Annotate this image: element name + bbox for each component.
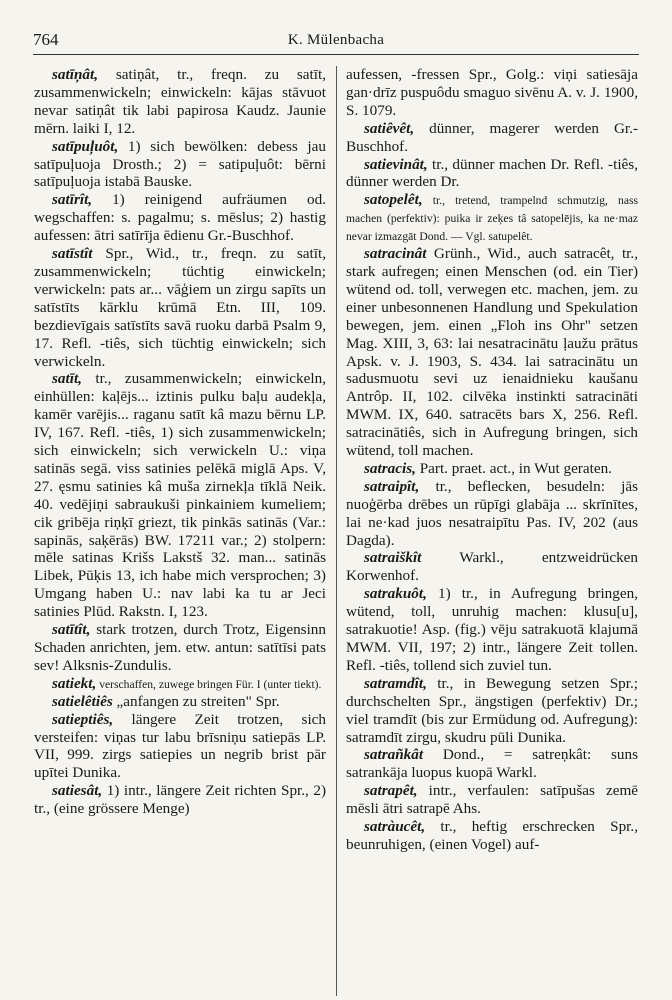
entry-definition: tr., in Bewegung setzen Spr.; durchschelten Spr., ängstigen (perfektiv) Dr.; viel tramdīt (bis zur Ermüdung od. Aufregung): satramdīt zirgu, skudru pūli Dunika. — [346, 674, 638, 746]
entry-headword: satiekt, — [52, 674, 97, 692]
entry-headword: satramdît, — [364, 674, 427, 692]
entry-definition: Part. praet. act., in Wut geraten. — [415, 459, 612, 477]
entry-definition: 1) tr., in Aufregung bringen, wütend, toll, unruhig machen: klusu[u], satrakuotie! Asp. (fig.) vēju satrakuotā klajumā MWM. VII, 197; 2) intr., längere Zeit tollen. Refl. -tiês, tollend sich zuviel tun. — [346, 585, 638, 674]
running-head: K. Mülenbacha — [287, 32, 385, 48]
entry-definition: tr., beflecken, besudeln: jās nuoģērba drēbes un rūpīgi glabāja ... skrīnītes, lai ne·kad juos nesatraipītu Pas. IV, 202 (aus Dagda). — [346, 477, 638, 549]
entry-definition: Spr., Wid., tr., freqn. zu satīt, zusammenwickeln; tüchtig einwickeln; verwickeln: pats ar... vāģiem un zirgu sapīts un satīstīts kārklu krūmā Etn. III, 109. bezdievīgais satīstīts savā ruoku darbā Psalm 9, 17. Refl. -tiês, sich tüchtig einwickeln; sich verwickeln. — [34, 245, 326, 370]
entry-definition: stark trotzen, durch Trotz, Eigensinn Schaden anrichten, jem. etw. antun: satītīsi pats sev! Alksnis-Zundulis. — [34, 621, 326, 674]
entry-headword: satielêtiês — [52, 692, 113, 710]
entry-headword: satīņât, — [52, 66, 99, 83]
entry-definition: tr., heftig erschrecken Spr., beunruhigen, (einen Vogel) auf- — [346, 818, 638, 853]
entry-definition: tr., zusammenwickeln; einwickeln, einhüllen: kaļējs... iztinis pulku baļu audekļa, kamēr varējis... raganu satīt kâ mazu bērnu LP. IV, 167. Refl. -tiês, 1) sich zusammenwickeln; sich einwickeln; sich verwickeln U.: viņa satinās segā. viss satinies pelēkā miglā Aps. V, 27. ęsmu satinies kâ muša zirnekļa tīklā Neik. 40. vedējiņi sabraukuši pinkainiem kumeliem; cik gribēja riņķī griezt, tik pinkās satinās (Var.: sapinās, saķērās) BW. 17211 var.; 2) stolpern: mēle satinas Krišs Lakstš 32. man... satinās Libek, Pūķis 13, ich habe mich versprochen; 3) Umgang haben U.: nav labi ka tu ar Jeci satinies Plūd. Rakstn. I, 123. — [34, 370, 326, 621]
entry-headword: satievinât, — [364, 155, 428, 173]
entry-definition: tr., dünner machen Dr. Refl. -tiês, dünner werden Dr. — [346, 155, 638, 191]
dictionary-entry — [34, 138, 326, 192]
dictionary-entry — [346, 549, 638, 585]
dictionary-entry — [346, 746, 638, 782]
entry-continuation: aufessen, -fressen Spr., Golg.: viņi satiesāja gan·drīz puspuôdu smaguo sivēnu A. v. J. 1900, S. 1079. — [346, 66, 638, 119]
entry-definition-small: tr., tretend, trampelnd schmutzig, nass machen (perfektiv): puika ir zeķes tâ satopelējis, ka ne·maz nevar izmazgāt Dond. — Vgl. satupelêt. — [346, 194, 638, 244]
dictionary-entry — [346, 818, 638, 854]
entry-definition: intr., verfaulen: satīpušas zemē mēsli ātri satrapē Ahs. — [346, 782, 638, 818]
entry-headword: satrakuôt, — [364, 585, 427, 603]
left-column — [34, 66, 326, 818]
entry-headword: satītît, — [52, 621, 91, 639]
dictionary-entry — [346, 460, 638, 478]
entry-headword: satraiškît — [364, 549, 422, 567]
dictionary-entry — [346, 782, 638, 818]
entry-headword: satrañkât — [364, 746, 424, 764]
dictionary-entry — [34, 693, 326, 711]
entry-headword: satracis, — [364, 459, 416, 477]
entry-definition: dünner, magerer werden Gr.-Buschhof. — [346, 119, 638, 155]
dictionary-entry — [346, 66, 638, 120]
entry-definition: längere Zeit trotzen, sich versteifen: viņas tur labu brīsniņu satiepās LP. VII, 999. zirgs satiepies un negrib brist pār upītei Dunika. — [34, 710, 326, 782]
dictionary-entry — [34, 675, 326, 693]
column-divider — [336, 66, 337, 996]
dictionary-entry — [346, 191, 638, 245]
dictionary-entry — [34, 711, 326, 783]
entry-definition: Warkl., entzweidrücken Korwenhof. — [346, 549, 638, 585]
entry-headword: satiesât, — [52, 782, 103, 800]
entry-definition: 1) sich bewölken: debess jau satīpuļuoja Drosth.; 2) = satipuļuôt: bērni satīpuļuoja istabā Bauske. — [34, 137, 326, 191]
entry-headword: satīrît, — [52, 191, 93, 209]
header-rule — [33, 54, 639, 55]
dictionary-entry — [34, 782, 326, 818]
entry-headword: satràucêt, — [364, 818, 426, 836]
dictionary-entry — [34, 245, 326, 370]
entry-headword: satīstît — [52, 245, 93, 263]
entry-definition: 1) reinigend aufräumen od. wegschaffen: s. pagalmu; s. mēslus; 2) hastig aufessen: ātri satīrīja ēdienu Gr.-Buschhof. — [34, 191, 326, 245]
entry-definition: satiņât, tr., freqn. zu satīt, zusammenwickeln; einwickeln: kājas stāvuot nevar satiņât tik labi papirosa Kaudz. Jaunie mērn. laiki I, 12. — [34, 66, 326, 137]
right-column — [346, 66, 638, 854]
dictionary-entry — [346, 245, 638, 460]
dictionary-entry — [34, 66, 326, 138]
page-number: 764 — [33, 30, 59, 49]
dictionary-entry — [346, 156, 638, 192]
entry-headword: satiêvêt, — [364, 119, 415, 137]
dictionary-entry — [34, 621, 326, 675]
entry-definition: Dond., = satreņkât: suns satrankāja luopus kuopā Warkl. — [346, 746, 638, 782]
entry-headword: satīpuļuôt, — [52, 137, 119, 155]
entry-headword: satīt, — [52, 370, 82, 388]
dictionary-entry — [34, 191, 326, 245]
dictionary-entry — [346, 478, 638, 550]
entry-headword: satrapêt, — [364, 782, 418, 800]
entry-definition: 1) intr., längere Zeit richten Spr., 2) tr., (eine grössere Menge) — [34, 782, 326, 818]
entry-definition-small: verschaffen, zuwege bringen Für. I (unter tiekt). — [96, 677, 322, 691]
entry-definition: „anfangen zu streiten" Spr. — [112, 692, 280, 710]
entry-definition: Grünh., Wid., auch satracêt, tr., stark aufregen; einen Menschen (od. ein Tier) wütend od. toll, verwegen etc. machen, jem. zu einer unbesonnenen Handlung und Spekulation bewegen, jem. einen „Floh ins Ohr" setzen Mag. XIII, 3, 63: lai nesatracinātu ļaužu prātus Apsk. v. J. 1903, S. 434. lai satracinātu un sadusmuotu sevi uz ienaidnieku kaušanu Antrôp. II, 102. cilvēka instinkti satracināti MWM. IX, 640. satracēts bars X, 256. Refl. satracinātiês, sich in Aufregung bringen, sich wütend, toll machen. — [346, 245, 638, 460]
entry-headword: satraipît, — [364, 477, 420, 495]
dictionary-entry — [346, 585, 638, 675]
entry-headword: satopelêt, — [364, 191, 423, 209]
dictionary-entry — [34, 370, 326, 621]
entry-headword: satieptiês, — [52, 710, 114, 728]
entry-headword: satracinât — [364, 245, 427, 263]
dictionary-entry — [346, 120, 638, 156]
dictionary-entry — [346, 675, 638, 747]
